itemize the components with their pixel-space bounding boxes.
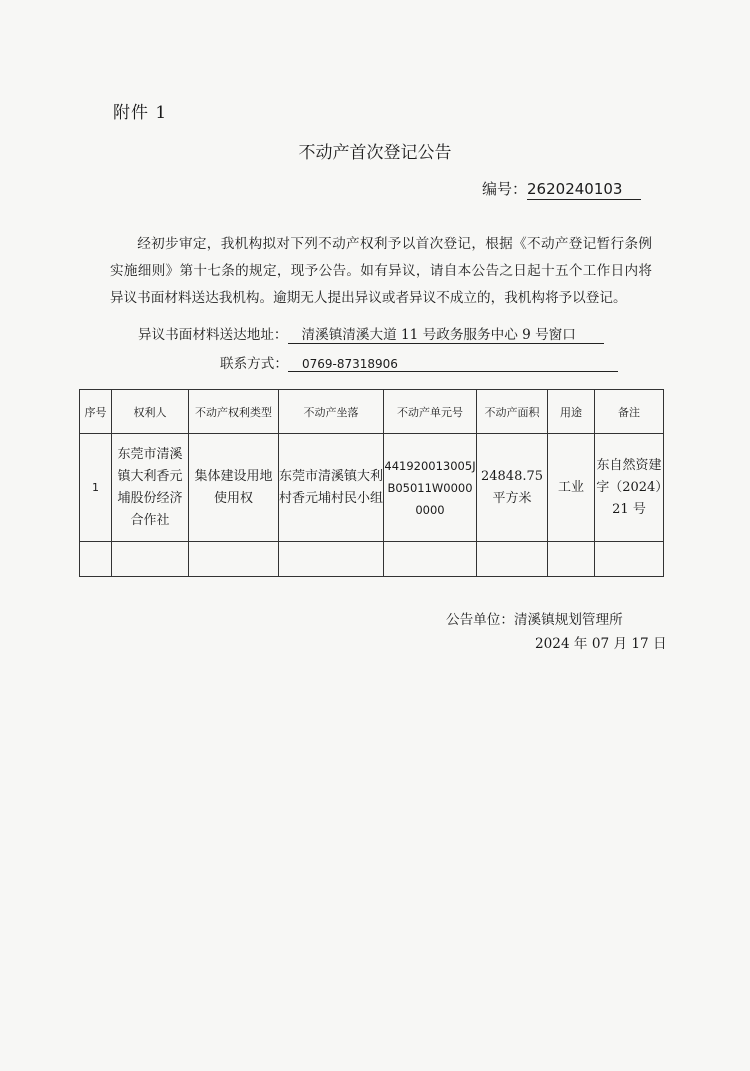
table-row	[80, 434, 664, 542]
objection-address-label: 异议书面材料送达地址：	[138, 327, 288, 343]
announcing-unit: 公告单位：清溪镇规划管理所	[446, 612, 623, 628]
header-cell: 不动产面积	[477, 390, 548, 434]
header-cell: 不动产单元号	[384, 390, 477, 434]
announcement-body: 经初步审定，我机构拟对下列不动产权利予以首次登记，根据《不动产登记暂行条例实施细则》第十七条的规定，现予公告。如有异议，请自本公告之日起十五个工作日内将异议书面材料送达我机构。逾期无人提出异议或者异议不成立的，我机构将予以登记。	[110, 236, 652, 306]
objection-address-value: 清溪镇清溪大道 11 号政务服务中心 9 号窗口	[288, 323, 604, 344]
serial-label: 编号：	[482, 180, 528, 198]
contact-info	[220, 352, 618, 372]
serial-number	[482, 178, 641, 200]
page-title: 不动产首次登记公告	[298, 143, 452, 163]
cell-unit-number: 441920013005JB05011W00000000	[384, 434, 477, 542]
header-cell: 用途	[548, 390, 595, 434]
header-cell: 不动产权利类型	[189, 390, 279, 434]
cell-rights-holder: 东莞市清溪镇大利香元埔股份经济合作社	[112, 434, 189, 542]
cell-remarks: 东自然资建字（2024）21 号	[595, 434, 664, 542]
announcement-date: 2024 年 07 月 17 日	[535, 636, 667, 652]
objection-address	[138, 323, 604, 344]
header-cell: 备注	[595, 390, 664, 434]
header-cell: 不动产坐落	[279, 390, 384, 434]
cell-index: 1	[80, 434, 112, 542]
cell-area: 24848.75 平方米	[477, 434, 548, 542]
header-cell: 权利人	[112, 390, 189, 434]
cell-rights-type: 集体建设用地使用权	[189, 434, 279, 542]
cell-usage: 工业	[548, 434, 595, 542]
contact-value: 0769-87318906	[288, 357, 618, 372]
table-header-row	[80, 390, 664, 434]
header-cell: 序号	[80, 390, 112, 434]
contact-label: 联系方式：	[220, 356, 288, 372]
registration-table	[79, 389, 664, 577]
cell-location: 东莞市清溪镇大利村香元埔村民小组	[279, 434, 384, 542]
attachment-label: 附件 1	[113, 103, 168, 123]
serial-value: 2620240103	[527, 180, 641, 200]
table-row-empty	[80, 542, 664, 577]
